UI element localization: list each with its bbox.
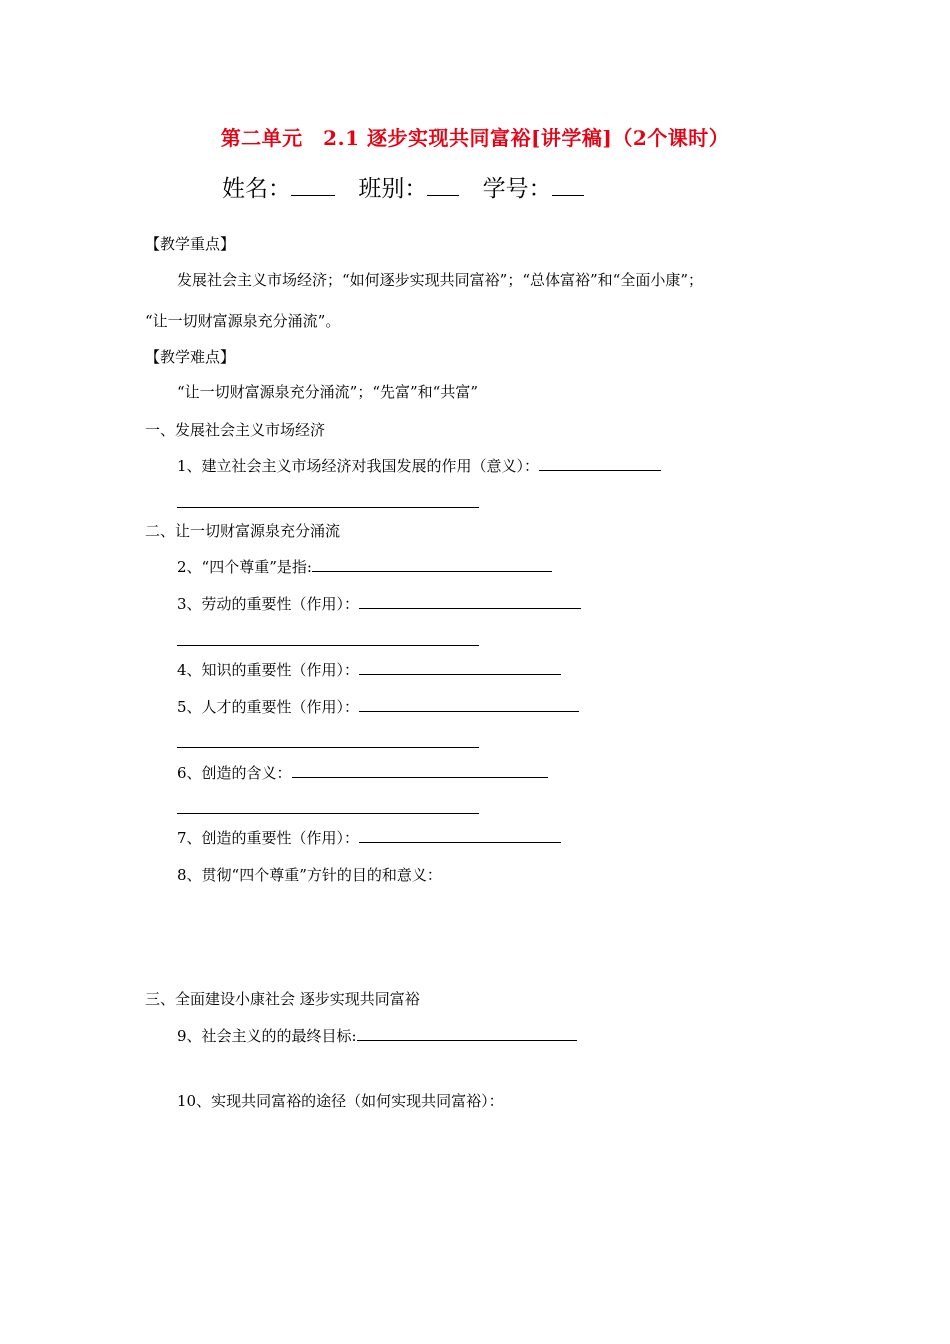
- answer-blank[interactable]: [359, 659, 561, 675]
- difficult-points-heading: 【教学难点】: [145, 348, 236, 366]
- answer-line[interactable]: [177, 813, 479, 814]
- question-label: 9、社会主义的的最终目标:: [177, 1027, 357, 1045]
- question-item-6: [177, 762, 548, 783]
- answer-line[interactable]: [177, 747, 479, 748]
- difficult-points-line-1: “让一切财富源泉充分涌流”；“先富”和“共富”: [177, 383, 479, 401]
- answer-blank[interactable]: [539, 455, 661, 471]
- question-item-1: [177, 455, 661, 476]
- question-item-9: [177, 1025, 577, 1046]
- question-label: 4、知识的重要性（作用）：: [177, 661, 360, 679]
- section-heading-1: 一、发展社会主义市场经济: [145, 421, 326, 439]
- section-heading-3: 三、全面建设小康社会 逐步实现共同富裕: [145, 990, 420, 1008]
- question-item-5: [177, 696, 579, 717]
- key-points-heading: 【教学重点】: [145, 235, 236, 253]
- class-blank[interactable]: [427, 173, 459, 196]
- answer-line[interactable]: [177, 645, 479, 646]
- question-item-2: [177, 556, 552, 577]
- student-id-label: 学号：: [482, 176, 552, 202]
- question-item-3: [177, 593, 581, 614]
- answer-blank[interactable]: [359, 696, 579, 712]
- answer-blank[interactable]: [292, 762, 548, 778]
- answer-blank[interactable]: [357, 1025, 577, 1041]
- question-label: 2、“四个尊重”是指:: [177, 558, 312, 576]
- section-heading-2: 二、让一切财富源泉充分涌流: [145, 522, 341, 540]
- question-label: 7、创造的重要性（作用）：: [177, 829, 360, 847]
- question-item-4: [177, 659, 561, 680]
- student-info-bar: [222, 170, 584, 203]
- key-points-line-1: 发展社会主义市场经济；“如何逐步实现共同富裕”；“总体富裕”和“全面小康”；: [177, 271, 704, 289]
- page-title: 第二单元 2.1 逐步实现共同富裕[讲学稿]（2个课时）: [220, 126, 730, 150]
- answer-line[interactable]: [177, 507, 479, 508]
- question-item-8: 8、贯彻“四个尊重”方针的目的和意义：: [177, 866, 442, 884]
- question-label: 3、劳动的重要性（作用）：: [177, 595, 360, 613]
- name-label: 姓名：: [222, 176, 291, 202]
- student-id-blank[interactable]: [552, 173, 584, 196]
- question-label: 5、人才的重要性（作用）：: [177, 698, 360, 716]
- answer-blank[interactable]: [359, 827, 561, 843]
- answer-blank[interactable]: [312, 556, 552, 572]
- question-item-7: [177, 827, 561, 848]
- question-label: 6、创造的含义：: [177, 764, 292, 782]
- key-points-line-2: “让一切财富源泉充分涌流”。: [145, 312, 341, 330]
- name-blank[interactable]: [291, 173, 335, 196]
- question-label: 1、建立社会主义市场经济对我国发展的作用（意义）：: [177, 457, 540, 475]
- class-label: 班别：: [358, 176, 428, 202]
- answer-blank[interactable]: [359, 593, 581, 609]
- question-item-10: 10、实现共同富裕的途径（如何实现共同富裕）：: [177, 1092, 504, 1110]
